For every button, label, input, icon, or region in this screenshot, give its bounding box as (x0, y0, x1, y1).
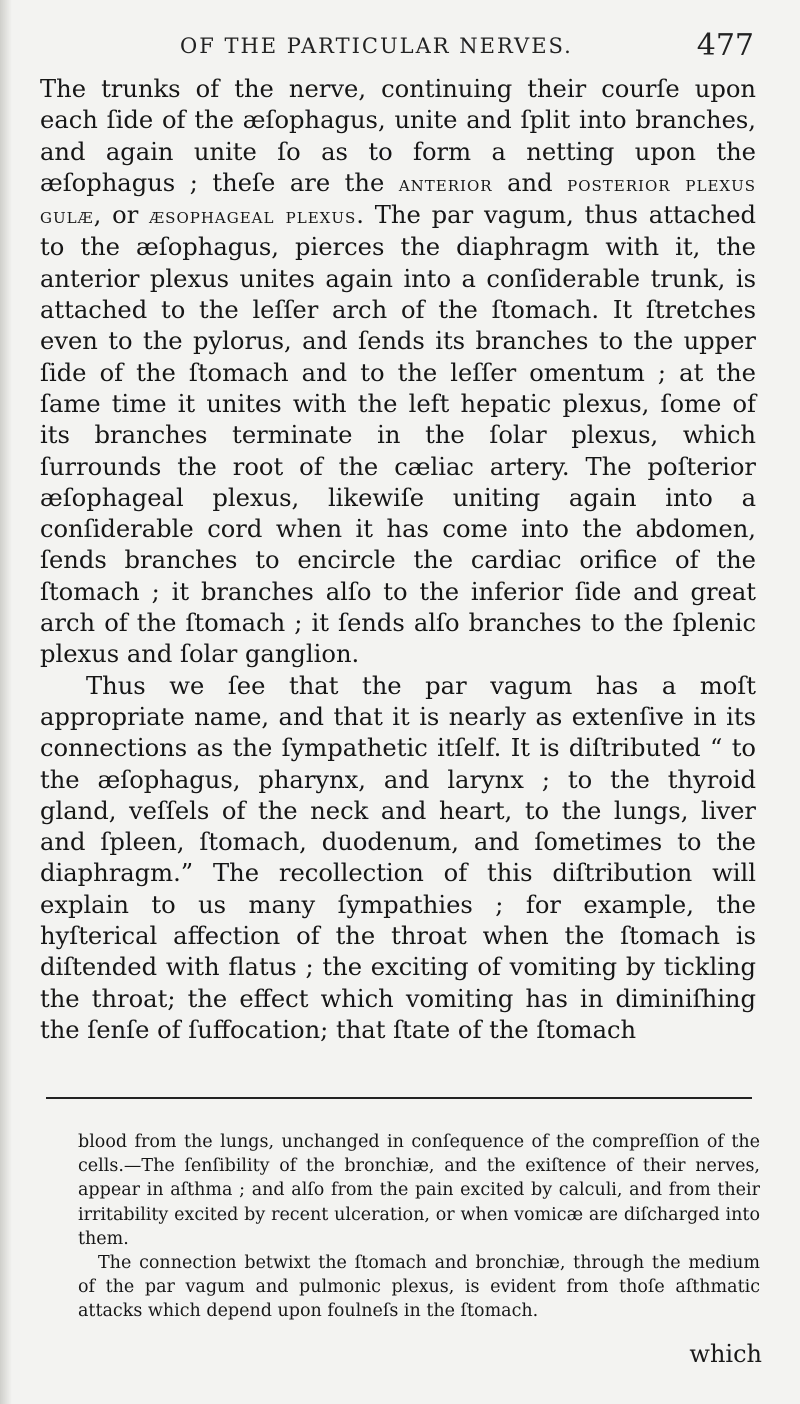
paragraph-1-text-d: . The par vagum, thus attached to the æſophagus, pierces the diaphragm with it, the anterior plexus unites again into a conſiderable trunk, is attached to the leſſer arch of the ſtomach. It ſtretches even to the pylorus, and ſends its branches to the upper ſide of the ſtomach and to the leſſer omentum ; at the ſame time it unites with the left hepatic plexus, ſome of its branches terminate in the ſolar plexus, which ſurrounds the root of the cæliac artery. The poſterior æſophageal plexus, likewiſe uniting again into a conſiderable cord when it has come into the abdomen, ſends branches to encircle the cardiac orifice of the ſtomach ; it branches alſo to the inferior ſide and great arch of the ſtomach ; it ſends alſo branches to the ſplenic plexus and ſolar ganglion. (40, 201, 756, 669)
footnote (78, 1130, 760, 1324)
page-number: 477 (696, 28, 754, 63)
paragraph-1 (40, 74, 756, 671)
paragraph-2: Thus we ſee that the par vagum has a moſt appropriate name, and that it is nearly as extenſive in its connections as the ſympathetic itſelf. It is diſtributed “ to the æſophagus, pharynx, and larynx ; to the thyroid gland, veſſels of the neck and heart, to the lungs, liver and ſpleen, ſtomach, duodenum, and ſometimes to the diaphragm.” The recollection of this diſtribution will explain to us many ſympathies ; for example, the hyſterical affection of the throat when the ſtomach is diſtended with flatus ; the exciting of vomiting by tickling the throat; the effect which vomiting has in diminiſhing the ſenſe of ſuffocation; that ſtate of the ſtomach (40, 671, 756, 1044)
catchword: which (689, 1340, 762, 1368)
main-text (40, 74, 756, 1046)
footnote-paragraph-2: The connection betwixt the ſtomach and bronchiæ, through the medium of the par vagum and pulmonic plexus, is evident from thoſe aſthmatic attacks which depend upon foulneſs in the ſtomach. (78, 1253, 760, 1322)
footnote-rule (46, 1097, 752, 1099)
paragraph-1-text-b: and (492, 168, 568, 197)
footnote-paragraph-1: blood from the lungs, unchanged in conſequence of the compreſſion of the cells.—The ſenſibility of the bronchiæ, and the exiſtence of their nerves, appear in aſthma ; and alſo from the pain excited by calculi, and from their irritability excited by recent ulceration, or when vomicæ are diſcharged into them. (78, 1132, 760, 1249)
term-aesophageal-plexus: æsophageal plexus (149, 204, 357, 230)
paragraph-1-text-a: The trunks of the nerve, continuing their courſe upon each ſide of the æſophagus, unite and ſplit into branches, and again unite ſo as to form a netting upon the æſophagus ; theſe are the (40, 75, 756, 197)
running-head: OF THE PARTICULAR NERVES. (180, 34, 573, 58)
paragraph-1-text-c: , or (93, 201, 150, 230)
page-header (40, 28, 760, 68)
term-anterior: anterior (398, 171, 493, 197)
term-posterior-plexus: posterior plexus gulæ (40, 171, 756, 230)
